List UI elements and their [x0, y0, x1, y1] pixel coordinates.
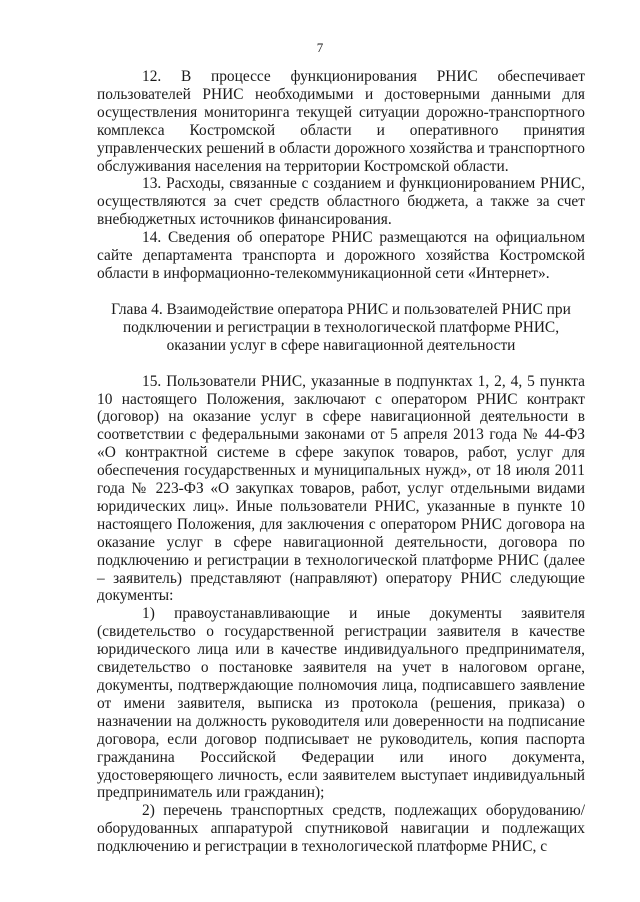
subitem-1: 1) правоустанавливающие и иные документы заявителя (свидетельство о государственной регистрации заявителя в качестве юридического лица или в качестве индивидуального предпринимателя, свидетельство о постановке заявителя на учет в налоговом органе, документы, подтверждающие полномочия лица, подписавшего заявление от имени заявителя, выписка из протокола (решения, приказа) о назначении на должность руководителя или доверенности на подписание договора, если договор подписывает не руководитель, копия паспорта гражданина Российской Федерации или иного документа, удостоверяющего личность, если заявителем выступает индивидуальный предприниматель или гражданин); [97, 605, 585, 802]
chapter-heading: Глава 4. Взаимодействие оператора РНИС и пользователей РНИС при подключении и регистрации в технологической платформе РНИС, оказании услуг в сфере навигационной деятельности [111, 300, 571, 354]
paragraph-12: 12. В процессе функционирования РНИС обеспечивает пользователей РНИС необходимыми и достоверными данными для осуществления мониторинга текущей ситуации дорожно-транспортного комплекса Костромской области и оперативного принятия управленческих решений в области дорожного хозяйства и транспортного обслуживания населения на территории Костромской области. [97, 68, 585, 175]
paragraph-15: 15. Пользователи РНИС, указанные в подпунктах 1, 2, 4, 5 пункта 10 настоящего Положения, заключают с оператором РНИС контракт (договор) на оказание услуг в сфере навигационной деятельности в соответствии с федеральными законами от 5 апреля 2013 года № 44-ФЗ «О контрактной системе в сфере закупок товаров, работ, услуг для обеспечения государственных и муниципальных нужд», от 18 июля 2011 года № 223-ФЗ «О закупках товаров, работ, услуг отдельными видами юридических лиц». Иные пользователи РНИС, указанные в пункте 10 настоящего Положения, для заключения с оператором РНИС договора на оказание услуг в сфере навигационной деятельности, договора по подключению и регистрации в технологической платформе РНИС (далее – заявитель) представляют (направляют) оператору РНИС следующие документы: [97, 372, 585, 605]
paragraph-13: 13. Расходы, связанные с созданием и функционированием РНИС, осуществляются за счет средств областного бюджета, а также за счет внебюджетных источников финансирования. [97, 175, 585, 229]
paragraph-14: 14. Сведения об операторе РНИС размещаются на официальном сайте департамента транспорта и дорожного хозяйства Костромской области в информационно-телекоммуникационной сети «Интернет». [97, 229, 585, 282]
subitem-2: 2) перечень транспортных средств, подлежащих оборудованию/ оборудованных аппаратурой спутниковой навигации и подлежащих подключению и регистрации в технологической платформе РНИС, с [97, 802, 585, 856]
document-body [97, 68, 585, 856]
page-number: 7 [316, 40, 324, 55]
